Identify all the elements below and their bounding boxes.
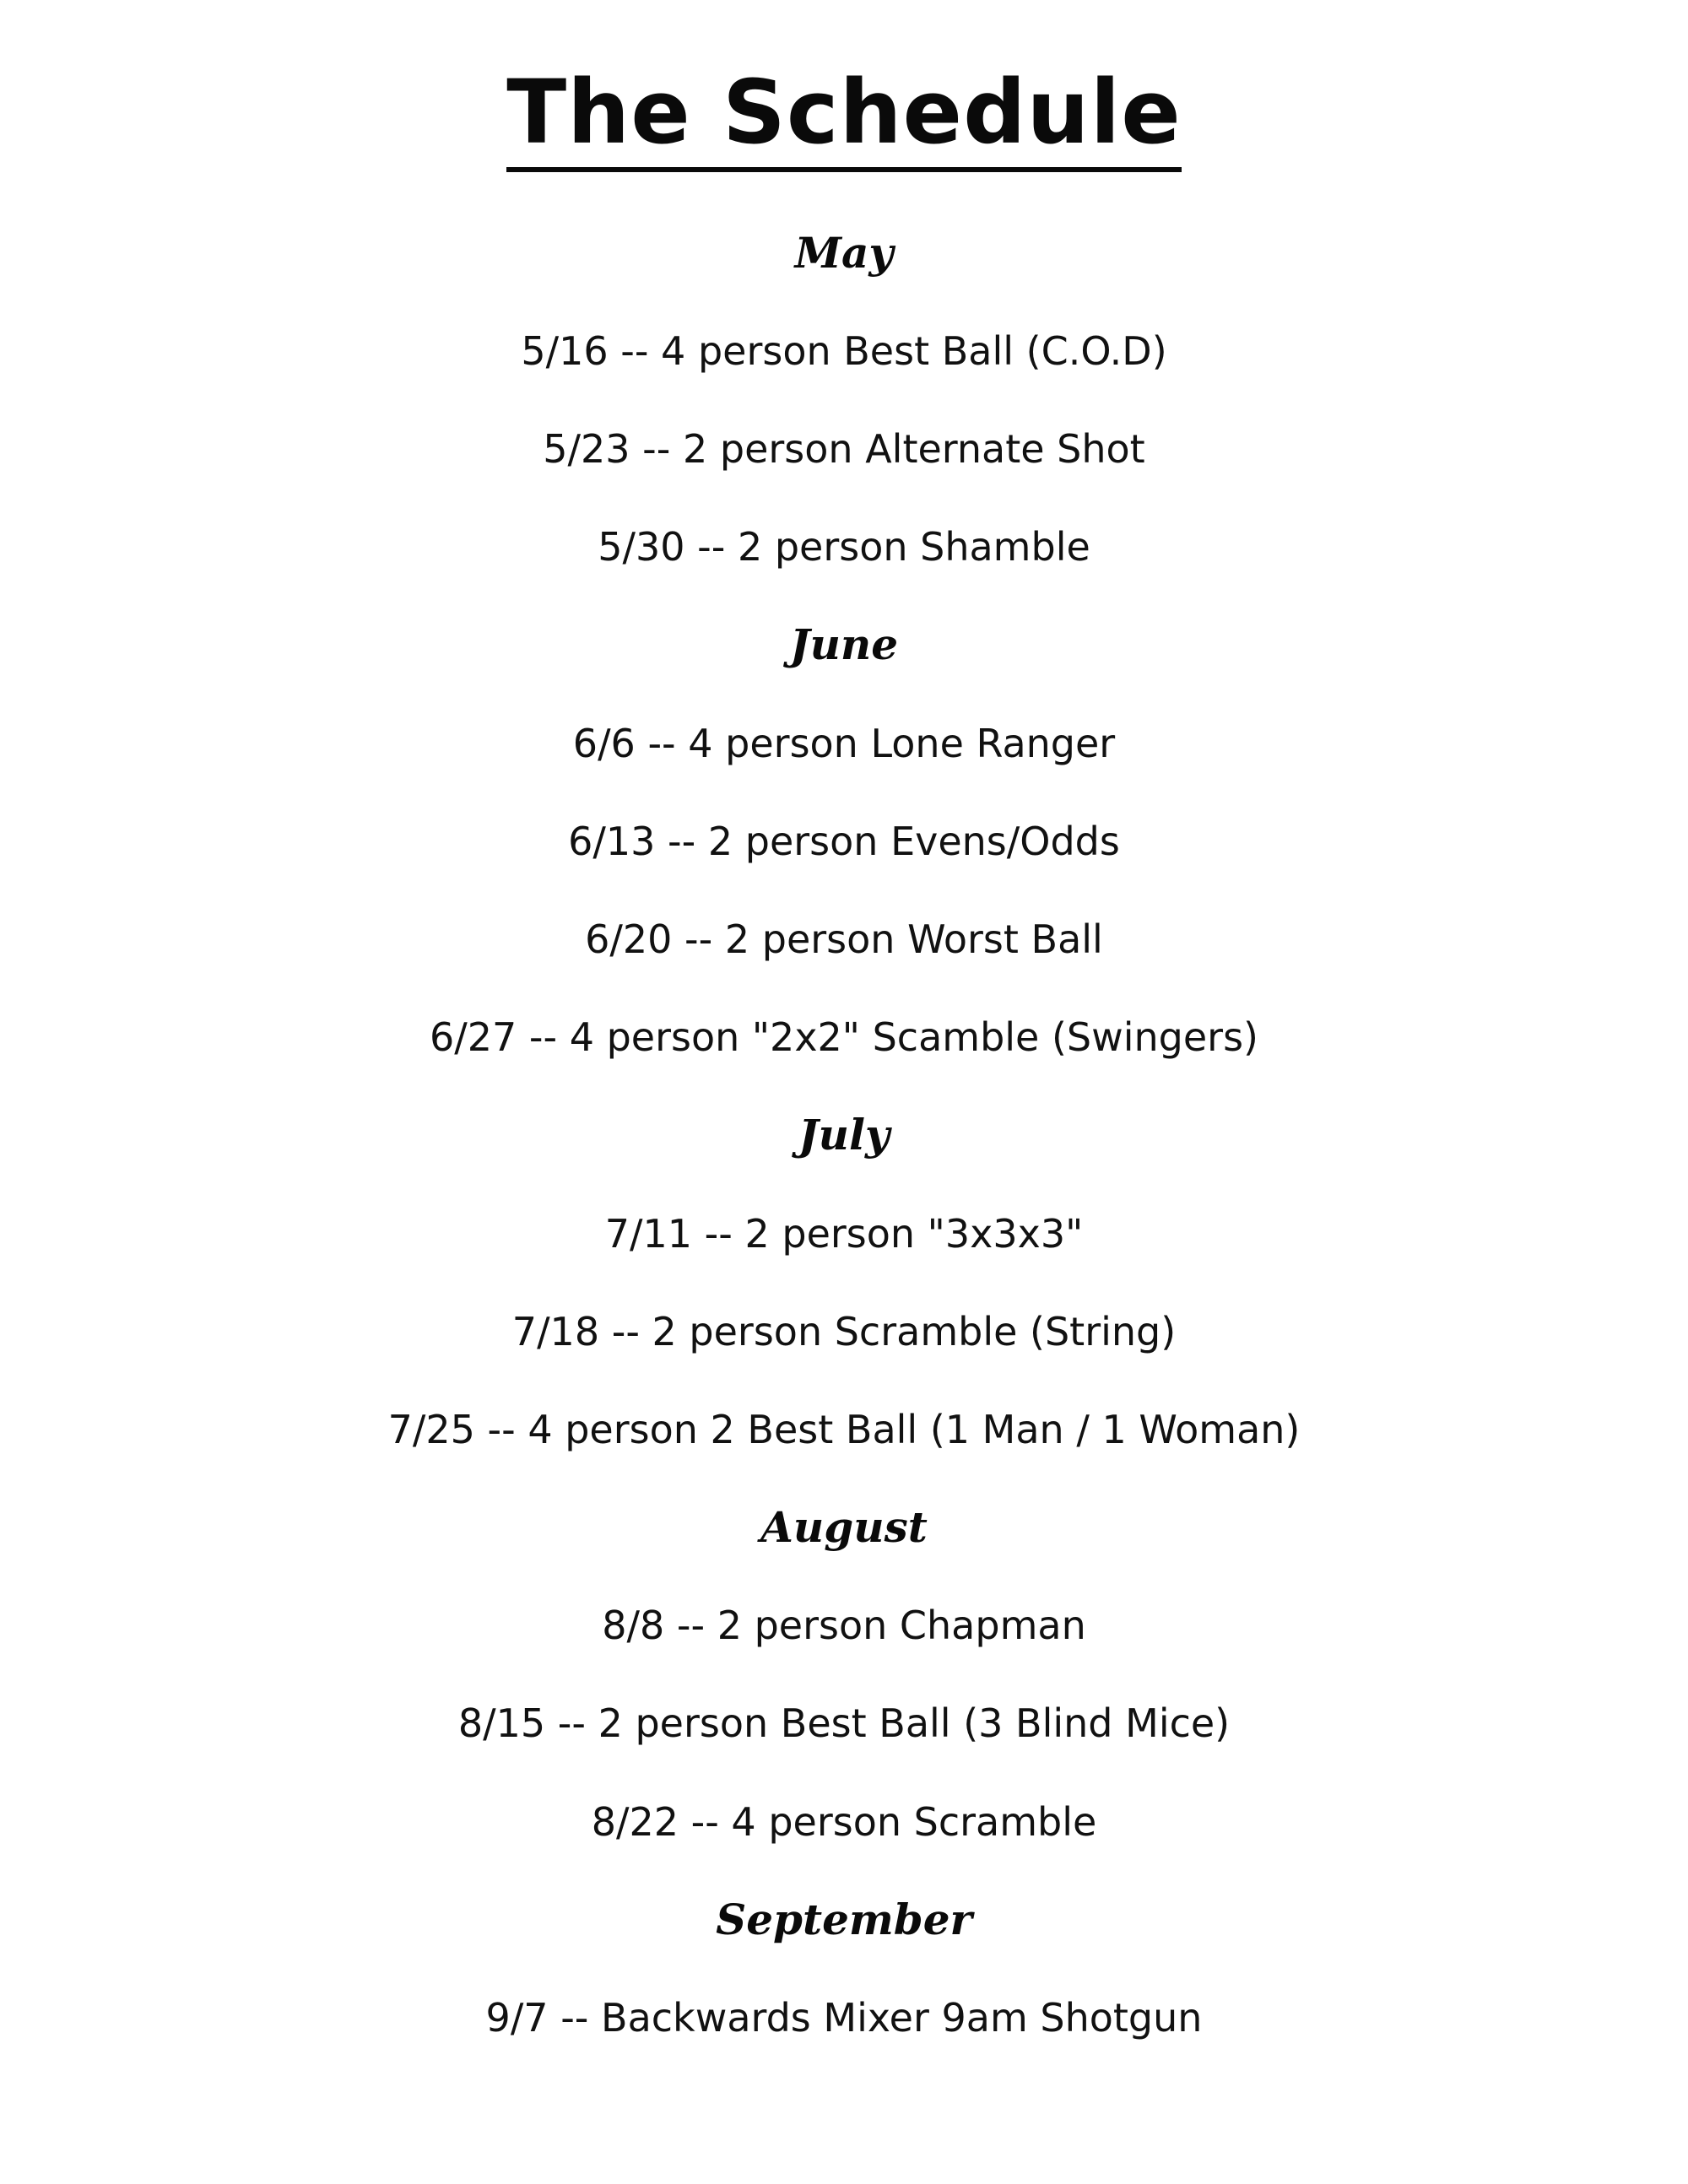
schedule-event: 5/30 -- 2 person Shamble [598, 524, 1090, 570]
schedule-event: 7/18 -- 2 person Scramble (String) [511, 1309, 1177, 1354]
schedule-event: 9/7 -- Backwards Mixer 9am Shotgun [485, 1995, 1203, 2041]
month-heading-september: September [716, 1895, 972, 1944]
schedule-event: 8/8 -- 2 person Chapman [602, 1603, 1086, 1648]
schedule-event: 8/22 -- 4 person Scramble [591, 1799, 1097, 1845]
schedule-event: 7/25 -- 4 person 2 Best Ball (1 Man / 1 Woman) [387, 1407, 1301, 1452]
month-heading-july: July [798, 1110, 890, 1160]
schedule-event: 6/6 -- 4 person Lone Ranger [572, 721, 1116, 766]
schedule-event: 6/20 -- 2 person Worst Ball [585, 916, 1103, 962]
month-heading-august: August [760, 1502, 928, 1552]
month-heading-may: May [794, 228, 894, 278]
schedule-event: 6/27 -- 4 person "2x2" Scamble (Swingers) [429, 1014, 1259, 1060]
schedule-event: 6/13 -- 2 person Evens/Odds [568, 819, 1120, 864]
page-title [0, 57, 1688, 172]
page-title-text: The Schedule [506, 62, 1182, 172]
schedule-event: 5/23 -- 2 person Alternate Shot [543, 426, 1145, 472]
month-heading-june: June [789, 619, 899, 669]
schedule-event: 7/11 -- 2 person "3x3x3" [604, 1211, 1084, 1257]
schedule-event: 8/15 -- 2 person Best Ball (3 Blind Mice) [457, 1700, 1231, 1746]
schedule-event: 5/16 -- 4 person Best Ball (C.O.D) [521, 328, 1167, 374]
